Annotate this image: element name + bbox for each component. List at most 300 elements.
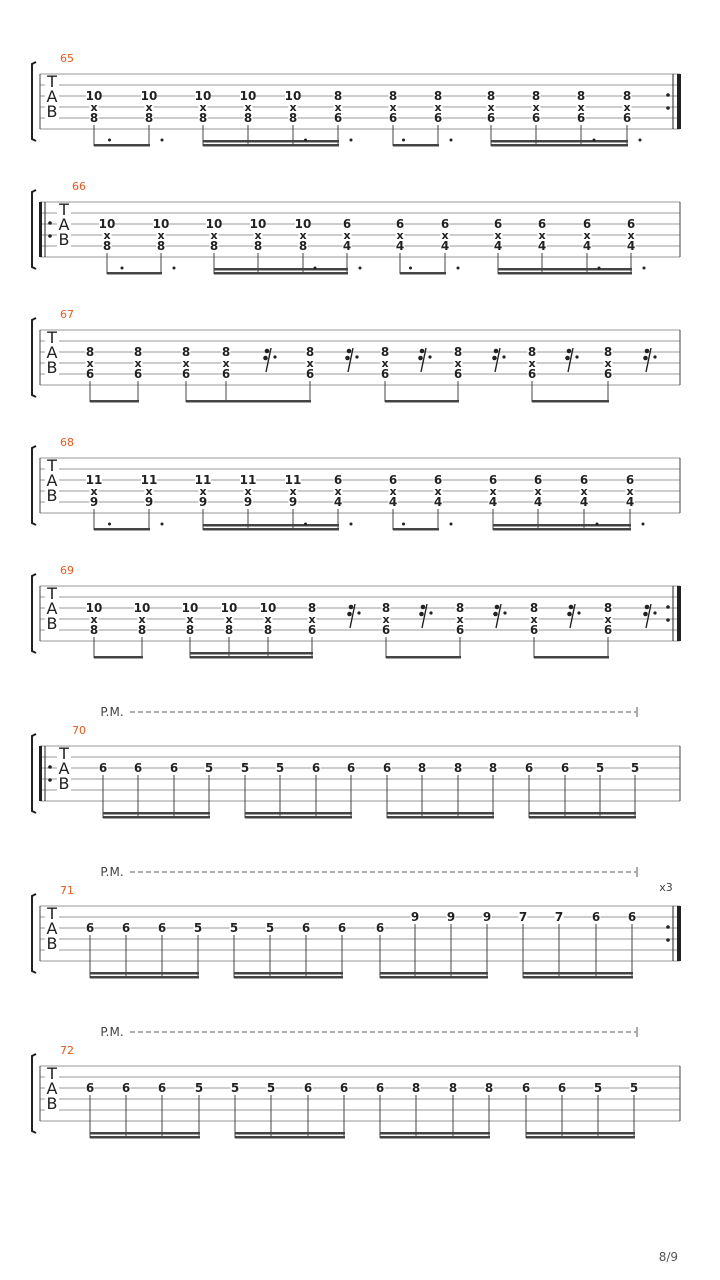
- rest-flag: [495, 605, 500, 610]
- fret-number: 10: [259, 601, 277, 615]
- fret-number: 6: [433, 111, 443, 125]
- rhythm-dot: [593, 139, 596, 142]
- measure-number: 69: [60, 564, 74, 577]
- dead-note: x: [627, 229, 635, 242]
- fret-number: 6: [603, 623, 613, 637]
- fret-number: 11: [284, 473, 302, 487]
- rest-flag: [347, 349, 352, 354]
- rhythm-dot: [450, 139, 453, 142]
- repeat-dot: [666, 93, 670, 97]
- fret-number: 8: [305, 345, 315, 359]
- dead-note: x: [623, 101, 631, 114]
- dead-note: x: [90, 101, 98, 114]
- beam: [387, 816, 494, 819]
- fret-number: 6: [85, 921, 95, 935]
- beam: [534, 656, 609, 659]
- fret-number: 11: [85, 473, 103, 487]
- fret-number: 10: [85, 601, 103, 615]
- rest-dot: [273, 355, 276, 358]
- fret-number: 5: [193, 921, 203, 935]
- beam-16th: [203, 524, 339, 527]
- fret-number: 6: [157, 921, 167, 935]
- fret-number: 9: [410, 910, 420, 924]
- fret-number: 6: [311, 761, 321, 775]
- rest-dot: [577, 611, 580, 614]
- fret-number: 4: [388, 495, 398, 509]
- fret-number: 6: [576, 111, 586, 125]
- tab-clef-letter: T: [47, 904, 57, 923]
- fret-number: 6: [626, 217, 636, 231]
- tab-clef-letter: T: [47, 456, 57, 475]
- beam-16th: [90, 1132, 200, 1135]
- tab-clef-letter: T: [47, 328, 57, 347]
- beam: [523, 976, 633, 979]
- rest-flag: [492, 356, 497, 361]
- fret-number: 8: [181, 345, 191, 359]
- rest-dot: [575, 355, 578, 358]
- beam: [186, 400, 311, 403]
- fret-number: 8: [307, 601, 317, 615]
- fret-number: 6: [221, 367, 231, 381]
- fret-number: 8: [527, 345, 537, 359]
- fret-number: 5: [194, 1081, 204, 1095]
- dead-note: x: [308, 613, 316, 626]
- fret-number: 6: [527, 367, 537, 381]
- beam-16th: [380, 1132, 490, 1135]
- system-bracket: [32, 734, 36, 813]
- rhythm-dot: [457, 267, 460, 270]
- fret-number: 10: [98, 217, 116, 231]
- repeat-dot: [666, 938, 670, 942]
- fret-number: 8: [209, 239, 219, 253]
- beam-16th: [387, 812, 494, 815]
- fret-number: 6: [493, 217, 503, 231]
- fret-number: 6: [121, 921, 131, 935]
- fret-number: 9: [89, 495, 99, 509]
- fret-number: 10: [194, 89, 212, 103]
- fret-number: 8: [380, 345, 390, 359]
- fret-number: 8: [243, 111, 253, 125]
- dead-note: x: [289, 485, 297, 498]
- dead-note: x: [494, 229, 502, 242]
- dead-note: x: [90, 613, 98, 626]
- dead-note: x: [222, 357, 230, 370]
- dead-note: x: [90, 485, 98, 498]
- beam: [203, 144, 339, 147]
- fret-number: 6: [157, 1081, 167, 1095]
- rhythm-dot: [402, 139, 405, 142]
- beam: [90, 400, 139, 403]
- fret-number: 6: [531, 111, 541, 125]
- beam: [526, 1136, 635, 1139]
- beam-16th: [529, 812, 636, 815]
- fret-number: 7: [518, 910, 528, 924]
- tab-clef-letter: T: [47, 72, 57, 91]
- fret-number: 8: [411, 1081, 421, 1095]
- beam: [380, 1136, 490, 1139]
- dead-note: x: [138, 613, 146, 626]
- repeat-dot: [48, 234, 52, 238]
- dead-note: x: [210, 229, 218, 242]
- palm-mute-label: P.M.: [100, 705, 124, 719]
- rhythm-dot: [350, 139, 353, 142]
- dead-note: x: [103, 229, 111, 242]
- fret-number: 5: [204, 761, 214, 775]
- dead-note: x: [434, 485, 442, 498]
- beam: [493, 528, 631, 531]
- rhythm-dot: [639, 139, 642, 142]
- tab-clef-letter: B: [58, 774, 70, 793]
- dead-note: x: [306, 357, 314, 370]
- tab-clef-letter: T: [59, 744, 69, 763]
- rest-flag: [345, 356, 350, 361]
- fret-number: 6: [395, 217, 405, 231]
- fret-number: 4: [533, 495, 543, 509]
- fret-number: 10: [85, 89, 103, 103]
- measure-number: 70: [72, 724, 86, 737]
- dead-note: x: [580, 485, 588, 498]
- fret-number: 5: [630, 761, 640, 775]
- rest-flag: [263, 356, 268, 361]
- fret-number: 10: [152, 217, 170, 231]
- fret-number: 5: [240, 761, 250, 775]
- dead-note: x: [441, 229, 449, 242]
- dead-note: x: [244, 485, 252, 498]
- fret-number: 8: [137, 623, 147, 637]
- dead-note: x: [157, 229, 165, 242]
- repeat-end-thick: [677, 74, 681, 129]
- tab-clef-letter: A: [58, 759, 70, 778]
- tab-clef-letter: A: [46, 1079, 58, 1098]
- fret-number: 8: [156, 239, 166, 253]
- rhythm-dot: [304, 139, 307, 142]
- rest-flag: [567, 349, 572, 354]
- fret-number: 6: [303, 1081, 313, 1095]
- repeat-end-thick: [677, 906, 681, 961]
- fret-number: 6: [382, 761, 392, 775]
- beam: [190, 656, 313, 659]
- measure-number: 72: [60, 1044, 74, 1057]
- fret-number: 8: [455, 601, 465, 615]
- dead-note: x: [199, 485, 207, 498]
- fret-number: 6: [533, 473, 543, 487]
- dead-note: x: [244, 101, 252, 114]
- fret-number: 6: [342, 217, 352, 231]
- repeat-start-thick: [39, 746, 42, 801]
- beam: [498, 272, 632, 275]
- beam: [103, 816, 210, 819]
- fret-number: 8: [488, 761, 498, 775]
- fret-number: 10: [205, 217, 223, 231]
- beam-16th: [491, 140, 628, 143]
- rhythm-dot: [304, 523, 307, 526]
- fret-number: 5: [266, 1081, 276, 1095]
- beam-16th: [235, 1132, 345, 1135]
- rhythm-dot: [598, 267, 601, 270]
- fret-number: 9: [288, 495, 298, 509]
- beam-16th: [203, 140, 339, 143]
- fret-number: 6: [375, 1081, 385, 1095]
- rhythm-dot: [450, 523, 453, 526]
- tab-clef-letter: B: [46, 358, 58, 377]
- system-bracket: [32, 446, 36, 525]
- beam: [94, 144, 150, 147]
- fret-number: 8: [622, 89, 632, 103]
- fret-number: 6: [85, 1081, 95, 1095]
- repeat-start-thick: [39, 202, 42, 257]
- fret-number: 5: [593, 1081, 603, 1095]
- dead-note: x: [534, 485, 542, 498]
- rhythm-dot: [642, 523, 645, 526]
- fret-number: 6: [622, 111, 632, 125]
- system-bracket: [32, 190, 36, 269]
- fret-number: 5: [265, 921, 275, 935]
- beam-16th: [190, 652, 313, 655]
- fret-number: 8: [288, 111, 298, 125]
- rest-flag: [418, 356, 423, 361]
- fret-number: 6: [381, 623, 391, 637]
- rest-flag: [643, 356, 648, 361]
- fret-number: 8: [85, 345, 95, 359]
- rhythm-dot: [596, 523, 599, 526]
- fret-number: 6: [375, 921, 385, 935]
- dead-note: x: [299, 229, 307, 242]
- system-bracket: [32, 318, 36, 397]
- fret-number: 10: [239, 89, 257, 103]
- dead-note: x: [145, 485, 153, 498]
- fret-number: 8: [381, 601, 391, 615]
- rhythm-dot: [314, 267, 317, 270]
- fret-number: 6: [521, 1081, 531, 1095]
- dead-note: x: [145, 101, 153, 114]
- fret-number: 8: [486, 89, 496, 103]
- fret-number: 10: [140, 89, 158, 103]
- rest-flag: [645, 605, 650, 610]
- dead-note: x: [538, 229, 546, 242]
- fret-number: 4: [582, 239, 592, 253]
- rest-dot: [503, 611, 506, 614]
- rhythm-dot: [409, 267, 412, 270]
- tab-clef-letter: A: [46, 471, 58, 490]
- dead-note: x: [489, 485, 497, 498]
- fret-number: 6: [455, 623, 465, 637]
- measure-number: 67: [60, 308, 74, 321]
- system-bracket: [32, 894, 36, 973]
- fret-number: 10: [181, 601, 199, 615]
- tab-clef-letter: T: [59, 200, 69, 219]
- dead-note: x: [434, 101, 442, 114]
- fret-number: 10: [249, 217, 267, 231]
- fret-number: 4: [488, 495, 498, 509]
- fret-number: 6: [591, 910, 601, 924]
- rest-flag: [419, 612, 424, 617]
- fret-number: 8: [529, 601, 539, 615]
- fret-number: 7: [554, 910, 564, 924]
- tab-clef-letter: T: [47, 1064, 57, 1083]
- fret-number: 6: [307, 623, 317, 637]
- fret-number: 6: [169, 761, 179, 775]
- tab-clef-letter: B: [46, 614, 58, 633]
- rhythm-dot: [643, 267, 646, 270]
- repeat-dot: [666, 605, 670, 609]
- beam-16th: [493, 524, 631, 527]
- beam: [203, 528, 339, 531]
- fret-number: 8: [433, 89, 443, 103]
- tab-clef-letter: B: [46, 934, 58, 953]
- fret-number: 8: [484, 1081, 494, 1095]
- repeat-count: x3: [659, 881, 673, 894]
- tab-clef-letter: A: [46, 919, 58, 938]
- measure-number: 65: [60, 52, 74, 65]
- fret-number: 6: [579, 473, 589, 487]
- tab-clef-letter: T: [47, 584, 57, 603]
- beam: [385, 400, 459, 403]
- beam: [393, 528, 439, 531]
- beam: [90, 976, 199, 979]
- tab-clef-letter: A: [58, 215, 70, 234]
- palm-mute-label: P.M.: [100, 865, 124, 879]
- fret-number: 8: [144, 111, 154, 125]
- rest-dot: [653, 355, 656, 358]
- fret-number: 4: [493, 239, 503, 253]
- rest-flag: [567, 612, 572, 617]
- fret-number: 8: [221, 345, 231, 359]
- dead-note: x: [577, 101, 585, 114]
- dead-note: x: [626, 485, 634, 498]
- system-69: [32, 574, 681, 659]
- measure-number: 66: [72, 180, 86, 193]
- fret-number: 8: [333, 89, 343, 103]
- fret-number: 6: [453, 367, 463, 381]
- tab-clef-letter: A: [46, 343, 58, 362]
- fret-number: 6: [433, 473, 443, 487]
- fret-number: 6: [337, 921, 347, 935]
- rest-dot: [653, 611, 656, 614]
- rest-flag: [420, 349, 425, 354]
- repeat-dot: [666, 618, 670, 622]
- fret-number: 9: [243, 495, 253, 509]
- fret-number: 8: [531, 89, 541, 103]
- beam: [90, 1136, 200, 1139]
- fret-number: 6: [582, 217, 592, 231]
- beam: [235, 1136, 345, 1139]
- rhythm-dot: [121, 267, 124, 270]
- fret-number: 6: [301, 921, 311, 935]
- rest-dot: [357, 611, 360, 614]
- rest-flag: [569, 605, 574, 610]
- repeat-dot: [48, 221, 52, 225]
- fret-number: 6: [627, 910, 637, 924]
- fret-number: 8: [185, 623, 195, 637]
- dead-note: x: [334, 101, 342, 114]
- fret-number: 8: [133, 345, 143, 359]
- dead-note: x: [134, 357, 142, 370]
- fret-number: 5: [629, 1081, 639, 1095]
- dead-note: x: [487, 101, 495, 114]
- dead-note: x: [254, 229, 262, 242]
- repeat-dot: [666, 106, 670, 110]
- fret-number: 4: [440, 239, 450, 253]
- fret-number: 6: [133, 761, 143, 775]
- fret-number: 6: [305, 367, 315, 381]
- rhythm-dot: [359, 267, 362, 270]
- rest-dot: [429, 611, 432, 614]
- rest-flag: [347, 612, 352, 617]
- system-bracket: [32, 574, 36, 653]
- fret-number: 8: [298, 239, 308, 253]
- system-bracket: [32, 62, 36, 141]
- fret-number: 6: [121, 1081, 131, 1095]
- fret-number: 8: [263, 623, 273, 637]
- beam-16th: [214, 268, 348, 271]
- beam-16th: [523, 972, 633, 975]
- rhythm-dot: [350, 523, 353, 526]
- fret-number: 11: [140, 473, 158, 487]
- fret-number: 4: [579, 495, 589, 509]
- fret-number: 6: [346, 761, 356, 775]
- fret-number: 4: [395, 239, 405, 253]
- rest-flag: [349, 605, 354, 610]
- fret-number: 6: [488, 473, 498, 487]
- fret-number: 6: [388, 473, 398, 487]
- beam: [386, 656, 461, 659]
- fret-number: 6: [85, 367, 95, 381]
- dead-note: x: [289, 101, 297, 114]
- fret-number: 6: [625, 473, 635, 487]
- fret-number: 8: [453, 345, 463, 359]
- dead-note: x: [530, 613, 538, 626]
- rhythm-dot: [108, 139, 111, 142]
- fret-number: 5: [229, 921, 239, 935]
- rhythm-dot: [108, 523, 111, 526]
- rest-flag: [565, 356, 570, 361]
- beam-16th: [90, 972, 199, 975]
- tab-clef-letter: B: [46, 1094, 58, 1113]
- beam: [380, 976, 488, 979]
- fret-number: 6: [486, 111, 496, 125]
- fret-number: 8: [388, 89, 398, 103]
- beam-16th: [380, 972, 488, 975]
- dead-note: x: [604, 613, 612, 626]
- palm-mute-label: P.M.: [100, 1025, 124, 1039]
- dead-note: x: [199, 101, 207, 114]
- fret-number: 5: [230, 1081, 240, 1095]
- dead-note: x: [532, 101, 540, 114]
- tab-clef-letter: A: [46, 599, 58, 618]
- fret-number: 4: [626, 239, 636, 253]
- beam-16th: [103, 812, 210, 815]
- rest-flag: [494, 349, 499, 354]
- fret-number: 9: [144, 495, 154, 509]
- rest-dot: [355, 355, 358, 358]
- fret-number: 4: [333, 495, 343, 509]
- fret-number: 6: [133, 367, 143, 381]
- beam: [400, 272, 446, 275]
- rest-flag: [493, 612, 498, 617]
- fret-number: 8: [448, 1081, 458, 1095]
- beam-16th: [498, 268, 632, 271]
- beam-16th: [526, 1132, 635, 1135]
- fret-number: 8: [102, 239, 112, 253]
- rhythm-dot: [161, 139, 164, 142]
- measure-number: 71: [60, 884, 74, 897]
- dead-note: x: [382, 613, 390, 626]
- fret-number: 9: [446, 910, 456, 924]
- fret-number: 10: [133, 601, 151, 615]
- fret-number: 4: [433, 495, 443, 509]
- dead-note: x: [182, 357, 190, 370]
- fret-number: 6: [181, 367, 191, 381]
